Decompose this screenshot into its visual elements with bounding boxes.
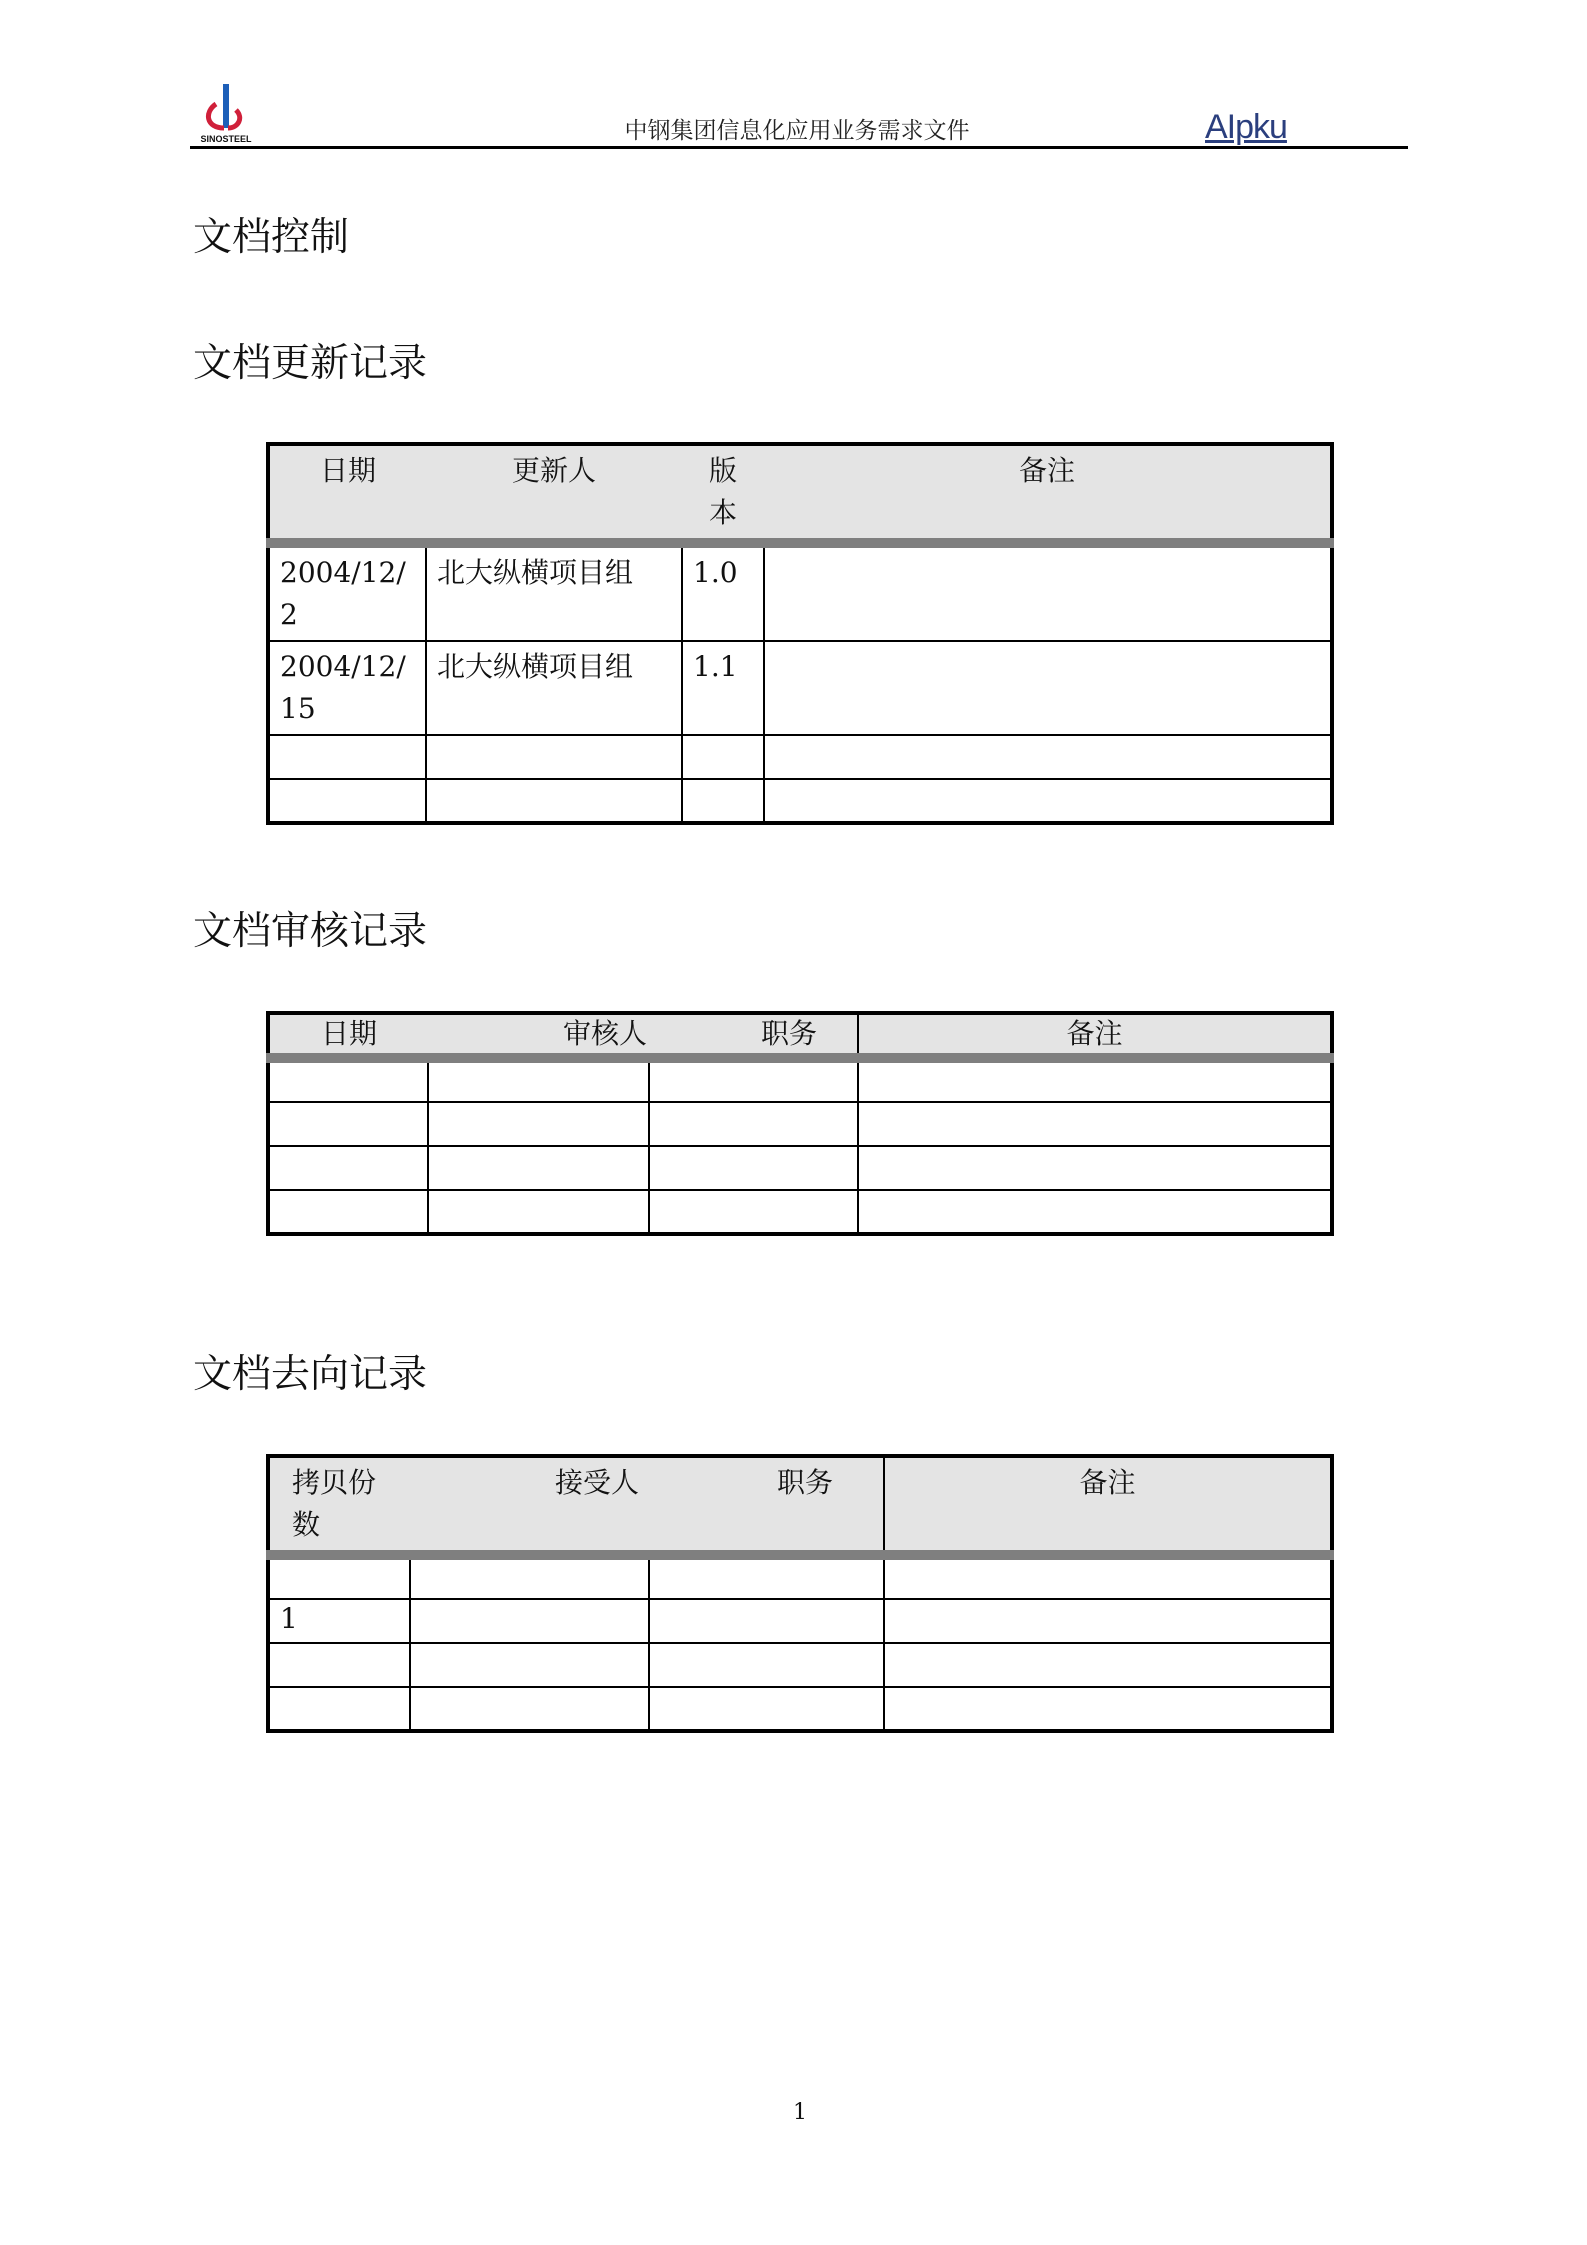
cell (764, 779, 1332, 823)
cell (268, 1687, 410, 1731)
cell (858, 1058, 1332, 1102)
table-row (268, 1102, 1332, 1146)
cell: 1.1 (682, 641, 764, 735)
col-header: 职务 (649, 1013, 858, 1058)
col-header: 备注 (764, 444, 1332, 543)
cell: 2004/12/2 (268, 543, 426, 641)
heading-update-record: 文档更新记录 (193, 341, 428, 386)
cell (268, 1102, 428, 1146)
table-header-row (268, 1456, 1332, 1555)
cell (410, 1555, 649, 1599)
header-divider (190, 146, 1408, 149)
heading-document-control: 文档控制 (193, 215, 350, 260)
svg-text:SINOSTEEL: SINOSTEEL (200, 134, 252, 144)
header-title: 中钢集团信息化应用业务需求文件 (624, 118, 970, 144)
table-row (268, 1687, 1332, 1731)
cell (426, 735, 682, 779)
cell (410, 1599, 649, 1643)
col-header: 备注 (884, 1456, 1332, 1555)
cell (268, 779, 426, 823)
cell (410, 1643, 649, 1687)
cell: 2004/12/15 (268, 641, 426, 735)
cell (426, 779, 682, 823)
cell (649, 1643, 884, 1687)
table-row (268, 1146, 1332, 1190)
alpku-logo: AIpku (1205, 108, 1287, 146)
col-header: 版本 (682, 444, 764, 543)
cell (858, 1146, 1332, 1190)
table-header-row (268, 1013, 1332, 1058)
cell (682, 735, 764, 779)
table-row (268, 543, 1332, 641)
distribution-record-table (266, 1454, 1334, 1733)
cell (649, 1599, 884, 1643)
col-header: 审核人 (428, 1013, 649, 1058)
cell (428, 1190, 649, 1234)
cell (764, 641, 1332, 735)
cell (428, 1146, 649, 1190)
cell (268, 735, 426, 779)
table-row (268, 1599, 1332, 1643)
heading-distribution-record: 文档去向记录 (193, 1352, 428, 1397)
cell (884, 1643, 1332, 1687)
review-record-table (266, 1011, 1334, 1236)
table-row (268, 641, 1332, 735)
cell (858, 1190, 1332, 1234)
table-row (268, 1190, 1332, 1234)
cell (428, 1102, 649, 1146)
cell (268, 1643, 410, 1687)
col-header: 接受人 (410, 1456, 649, 1555)
cell (764, 735, 1332, 779)
cell (858, 1102, 1332, 1146)
col-header: 更新人 (426, 444, 682, 543)
table-header-row (268, 444, 1332, 543)
col-header: 职务 (649, 1456, 884, 1555)
cell (268, 1555, 410, 1599)
cell (268, 1146, 428, 1190)
cell (649, 1146, 858, 1190)
cell: 1 (268, 1599, 410, 1643)
cell: 1.0 (682, 543, 764, 641)
heading-review-record: 文档审核记录 (193, 909, 428, 954)
cell (649, 1190, 858, 1234)
update-record-table (266, 442, 1334, 825)
col-header: 拷贝份数 (268, 1456, 410, 1555)
table-row (268, 1643, 1332, 1687)
col-header: 日期 (268, 444, 426, 543)
sinosteel-logo (198, 82, 254, 144)
table-row (268, 779, 1332, 823)
cell (682, 779, 764, 823)
col-header: 备注 (858, 1013, 1332, 1058)
cell (649, 1687, 884, 1731)
cell (884, 1687, 1332, 1731)
cell (649, 1555, 884, 1599)
table-row (268, 1555, 1332, 1599)
cell (884, 1599, 1332, 1643)
cell (410, 1687, 649, 1731)
cell (268, 1190, 428, 1234)
cell: 北大纵横项目组 (426, 641, 682, 735)
cell: 北大纵横项目组 (426, 543, 682, 641)
cell (428, 1058, 649, 1102)
table-row (268, 735, 1332, 779)
page-number: 1 (793, 2100, 807, 2125)
cell (884, 1555, 1332, 1599)
col-header: 日期 (268, 1013, 428, 1058)
table-row (268, 1058, 1332, 1102)
cell (649, 1102, 858, 1146)
cell (764, 543, 1332, 641)
cell (649, 1058, 858, 1102)
cell (268, 1058, 428, 1102)
